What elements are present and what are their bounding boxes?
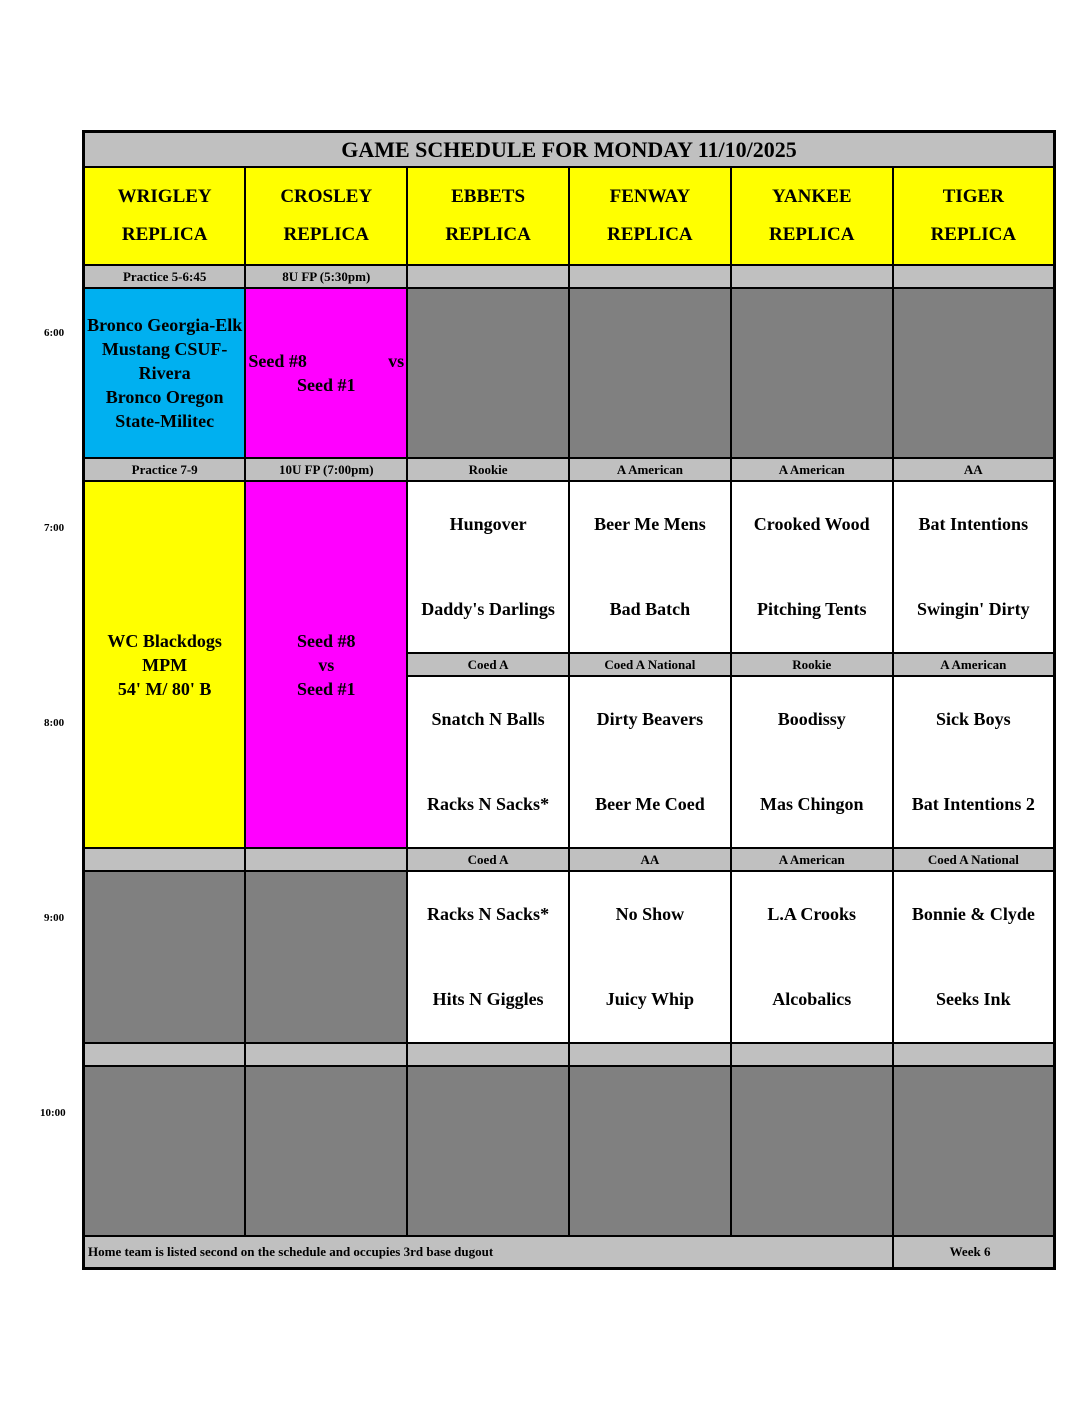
time-label-10: 10:00 bbox=[40, 1107, 66, 1119]
division-label: Coed A National bbox=[893, 848, 1055, 871]
empty-slot bbox=[569, 1066, 731, 1236]
game-cell: Dirty Beavers Beer Me Coed bbox=[569, 676, 731, 848]
division-label bbox=[731, 265, 893, 288]
empty-slot bbox=[407, 288, 569, 458]
division-label bbox=[84, 848, 246, 871]
division-label bbox=[569, 1043, 731, 1066]
game-cell: Bat Intentions Swingin' Dirty bbox=[893, 481, 1055, 653]
empty-slot bbox=[893, 1066, 1055, 1236]
division-label: Practice 7-9 bbox=[84, 458, 246, 481]
division-label bbox=[893, 1043, 1055, 1066]
field-header-tiger: TIGER REPLICA bbox=[893, 167, 1055, 265]
game-cell: L.A Crooks Alcobalics bbox=[731, 871, 893, 1043]
time-label-9: 9:00 bbox=[44, 912, 65, 924]
division-label: 8U FP (5:30pm) bbox=[245, 265, 407, 288]
field-header-wrigley: WRIGLEY REPLICA bbox=[84, 167, 246, 265]
empty-slot bbox=[245, 871, 407, 1043]
field-header-row bbox=[84, 167, 1055, 265]
week-label: Week 6 bbox=[893, 1236, 1055, 1269]
empty-slot bbox=[893, 288, 1055, 458]
field-header-fenway: FENWAY REPLICA bbox=[569, 167, 731, 265]
practice-cell: Bronco Georgia-Elk Mustang CSUF-Rivera Bronco Oregon State-Militec bbox=[84, 288, 246, 458]
practice-cell: WC Blackdogs MPM 54' M/ 80' B bbox=[84, 481, 246, 848]
empty-slot bbox=[245, 1066, 407, 1236]
game-cell: Boodissy Mas Chingon bbox=[731, 676, 893, 848]
fastpitch-cell: Seed #8 vs Seed #1 bbox=[245, 481, 407, 848]
game-cell: Hungover Daddy's Darlings bbox=[407, 481, 569, 653]
division-label bbox=[245, 1043, 407, 1066]
empty-slot bbox=[569, 288, 731, 458]
game-cell: Crooked Wood Pitching Tents bbox=[731, 481, 893, 653]
division-label: A American bbox=[731, 848, 893, 871]
division-label bbox=[407, 1043, 569, 1066]
empty-slot bbox=[84, 871, 246, 1043]
time-label-6: 6:00 bbox=[44, 327, 65, 339]
field-header-yankee: YANKEE REPLICA bbox=[731, 167, 893, 265]
division-label: A American bbox=[893, 653, 1055, 676]
division-label bbox=[245, 848, 407, 871]
division-label bbox=[84, 1043, 246, 1066]
time-column bbox=[0, 0, 82, 1408]
division-label bbox=[731, 1043, 893, 1066]
division-label-row bbox=[84, 458, 1055, 481]
game-cell: Sick Boys Bat Intentions 2 bbox=[893, 676, 1055, 848]
page-title: GAME SCHEDULE FOR MONDAY 11/10/2025 bbox=[84, 132, 1055, 168]
division-label bbox=[569, 265, 731, 288]
game-cell: Beer Me Mens Bad Batch bbox=[569, 481, 731, 653]
division-label: AA bbox=[893, 458, 1055, 481]
empty-slot bbox=[407, 1066, 569, 1236]
time-label-7: 7:00 bbox=[44, 522, 65, 534]
game-cell: Snatch N Balls Racks N Sacks* bbox=[407, 676, 569, 848]
game-cell: Bonnie & Clyde Seeks Ink bbox=[893, 871, 1055, 1043]
empty-slot bbox=[84, 1066, 246, 1236]
division-label: AA bbox=[569, 848, 731, 871]
division-label bbox=[893, 265, 1055, 288]
division-label bbox=[407, 265, 569, 288]
field-header-crosley: CROSLEY REPLICA bbox=[245, 167, 407, 265]
game-cell: Racks N Sacks* Hits N Giggles bbox=[407, 871, 569, 1043]
division-label: Rookie bbox=[731, 653, 893, 676]
division-label: Rookie bbox=[407, 458, 569, 481]
division-label: Coed A bbox=[407, 653, 569, 676]
division-label: 10U FP (7:00pm) bbox=[245, 458, 407, 481]
division-label: Coed A National bbox=[569, 653, 731, 676]
empty-slot bbox=[731, 1066, 893, 1236]
division-label: A American bbox=[569, 458, 731, 481]
division-label: Coed A bbox=[407, 848, 569, 871]
division-label-row bbox=[84, 265, 1055, 288]
division-label-row bbox=[84, 848, 1055, 871]
game-cell: No Show Juicy Whip bbox=[569, 871, 731, 1043]
division-label: A American bbox=[731, 458, 893, 481]
time-label-8: 8:00 bbox=[44, 717, 65, 729]
division-label: Practice 5-6:45 bbox=[84, 265, 246, 288]
empty-slot bbox=[731, 288, 893, 458]
footer-note: Home team is listed second on the schedule and occupies 3rd base dugout bbox=[84, 1236, 893, 1269]
schedule-table bbox=[82, 130, 1056, 1270]
fastpitch-cell: Seed #8 vs Seed #1 bbox=[245, 288, 407, 458]
field-header-ebbets: EBBETS REPLICA bbox=[407, 167, 569, 265]
division-label-row bbox=[84, 1043, 1055, 1066]
